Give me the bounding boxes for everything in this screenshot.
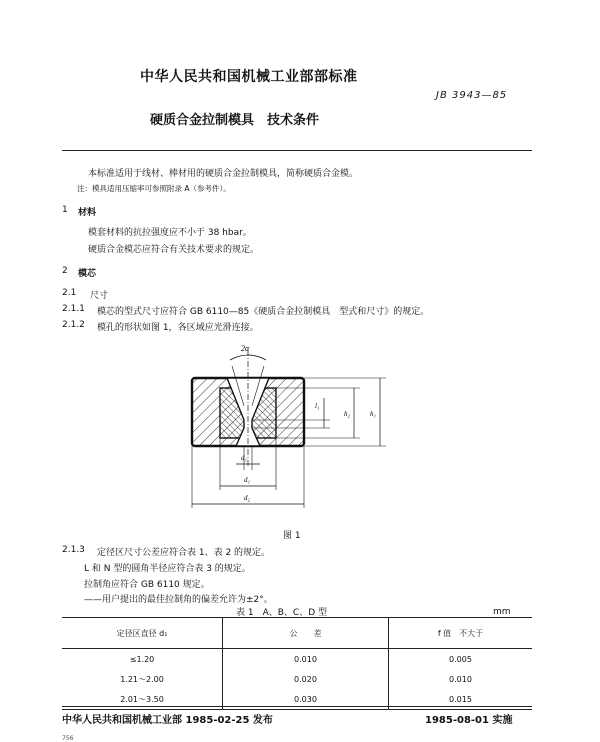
- cell-diameter: ≤1.20: [62, 649, 223, 670]
- section-1-title: 材料: [78, 208, 97, 218]
- section-1-para-2: 硬质合金模芯应符合有关技术要求的规定。: [88, 245, 260, 255]
- section-2-1-title: 尺寸: [90, 291, 109, 301]
- table-row: [62, 669, 532, 689]
- section-1-number: 1: [62, 205, 68, 215]
- intro-text: 本标准适用于线材、棒材用的硬质合金拉制模具，简称硬质合金模。: [88, 169, 359, 179]
- footer-rule: [62, 706, 532, 707]
- table-1: [62, 617, 532, 710]
- label-d1: d₁: [241, 454, 247, 462]
- section-2-1-3-text: 定径区尺寸公差应符合表 1、表 2 的规定。: [97, 548, 271, 558]
- label-l1: l₁: [315, 402, 320, 410]
- table-row: [62, 649, 532, 670]
- intro-note: 注：模具适用压缩率可参照附录 A（参考件）。: [77, 184, 231, 193]
- header-diameter: 定径区直径 d₁: [62, 618, 223, 649]
- standard-code: JB 3943—85: [436, 90, 508, 101]
- cell-f-value: 0.015: [389, 689, 533, 710]
- label-2a: 2α: [241, 344, 250, 353]
- document-title: 硬质合金拉制模具 技术条件: [150, 113, 320, 128]
- page-number: 756: [62, 735, 74, 742]
- section-1-para-1: 模套材料的抗拉强度应不小于 38 hbar。: [88, 228, 252, 238]
- section-2-1-3-para-3: 拉制角应符合 GB 6110 规定。: [84, 580, 210, 590]
- die-cross-section-figure: [180, 336, 410, 536]
- cell-diameter: 1.21～2.00: [62, 669, 223, 689]
- section-2-number: 2: [62, 266, 68, 276]
- section-2-1-3-para-2: L 和 N 型的圆角半径应符合表 3 的规定。: [84, 564, 251, 574]
- cell-f-value: 0.005: [449, 654, 472, 664]
- section-2-1-number: 2.1: [62, 288, 77, 298]
- section-2-title: 模芯: [78, 269, 97, 279]
- cell-tolerance: 0.030: [223, 689, 389, 710]
- table-1-caption: 表 1 A、B、C、D 型: [236, 608, 327, 618]
- header-tolerance: 公 差: [223, 618, 389, 649]
- section-2-1-3-number: 2.1.3: [62, 545, 85, 555]
- label-h2: h₂: [344, 410, 350, 418]
- title-rule: [62, 150, 532, 151]
- cell-diameter: 2.01～3.50: [62, 689, 223, 710]
- figure-caption: 图 1: [283, 531, 301, 541]
- section-2-1-1-text: 模芯的型式尺寸应符合 GB 6110—85《硬质合金拉制模具 型式和尺寸》的规定。: [97, 307, 430, 317]
- cell-tolerance: 0.020: [223, 669, 389, 689]
- label-d2: d₁: [244, 476, 250, 484]
- section-2-1-2-text: 模孔的形状如图 1，各区域应光滑连接。: [97, 323, 259, 333]
- footer-effective: 1985-08-01 实施: [425, 715, 513, 726]
- header-f-value: f 值 不大于: [389, 618, 533, 649]
- section-2-1-3-para-4: ——用户提出的最佳拉制角的偏差允许为±2°。: [84, 595, 273, 605]
- table-1-unit: mm: [493, 607, 511, 617]
- footer-issued: 中华人民共和国机械工业部 1985-02-25 发布: [62, 715, 273, 726]
- section-2-1-1-number: 2.1.1: [62, 304, 85, 314]
- cell-tolerance: 0.010: [223, 649, 389, 670]
- section-2-1-2-number: 2.1.2: [62, 320, 85, 330]
- standard-org-title: 中华人民共和国机械工业部部标准: [140, 69, 358, 85]
- label-d3: d₂: [244, 494, 250, 502]
- cell-f-value: 0.010: [449, 674, 472, 684]
- label-h1: h₁: [370, 410, 376, 418]
- table-header-row: [62, 618, 532, 649]
